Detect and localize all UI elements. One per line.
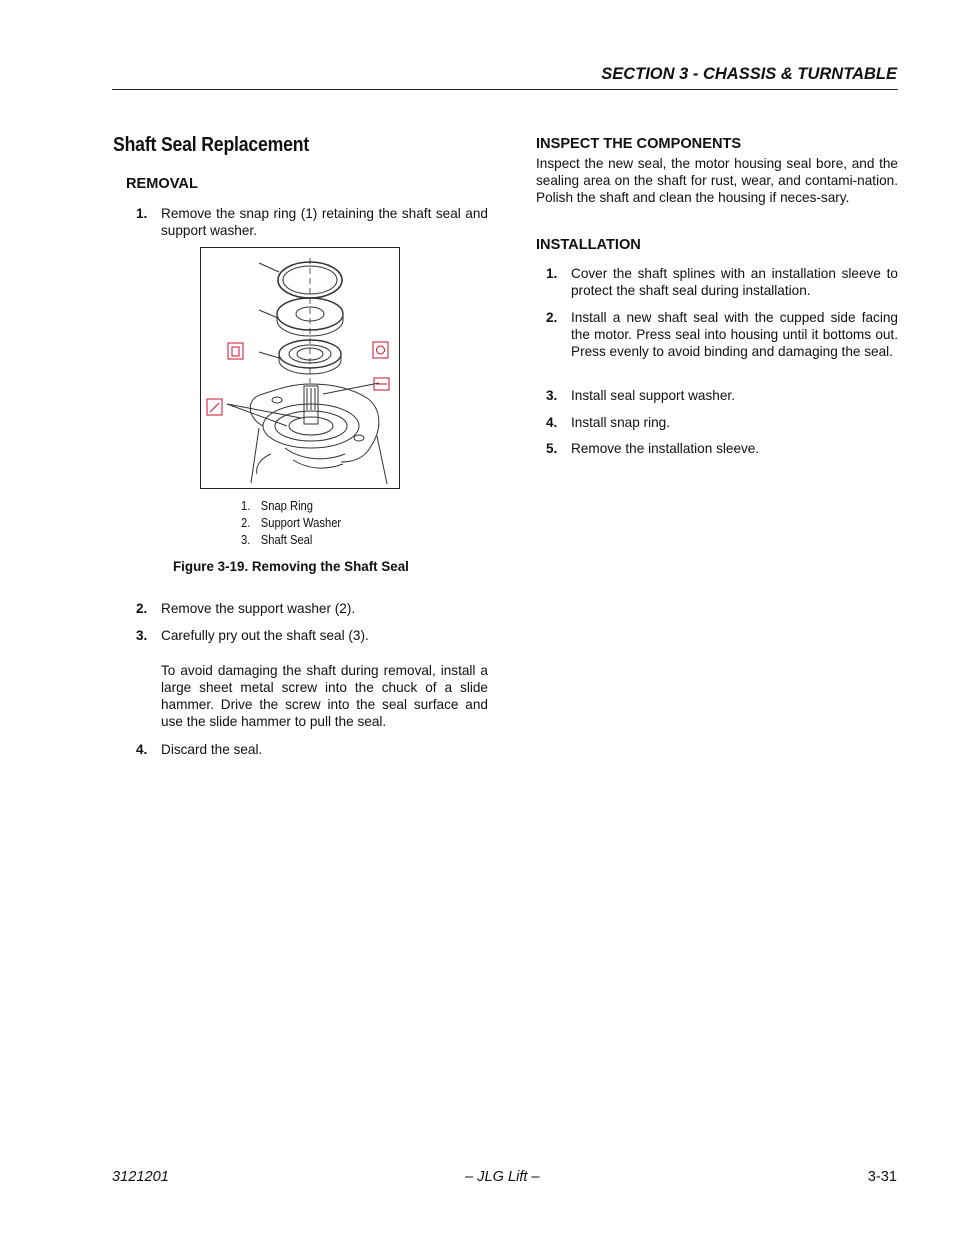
step-text: Install seal support washer. [571,388,735,403]
inspect-heading: INSPECT THE COMPONENTS [536,136,742,152]
removal-note: To avoid damaging the shaft during removal, install a large sheet metal screw into the chuck of a slide hammer. Drive the screw into the seal surface and use the slide hammer to pull the seal. [161,663,488,729]
inspect-text: Inspect the new seal, the motor housing seal bore, and the sealing area on the shaft for rust, wear, and contami-nation. Polish the shaft and clean the housing if neces-sary. [536,156,898,205]
footer-center: – JLG Lift – [465,1169,540,1185]
step-text: Discard the seal. [161,742,263,757]
legend-item: 3. Shaft Seal [241,532,313,547]
removal-heading: REMOVAL [126,176,198,192]
shaft-seal-illustration [201,248,399,488]
step-number: 4. [546,415,558,430]
legend-item: 1. Snap Ring [241,498,313,513]
step-number: 2. [136,601,148,616]
step-text: Cover the shaft splines with an installation sleeve to protect the shaft seal during installation. [571,266,898,298]
page-title: Shaft Seal Replacement [113,133,310,156]
figure-shaft-seal [200,247,400,489]
legend-item: 2. Support Washer [241,515,342,530]
step-text: Install a new shaft seal with the cupped side facing the motor. Press seal into housing until it bottoms out. Press evenly to avoid binding and damaging the seal. [571,310,898,359]
step-number: 1. [546,266,558,281]
step-text: Carefully pry out the shaft seal (3). [161,628,369,643]
step-number: 3. [546,388,558,403]
installation-heading: INSTALLATION [536,237,641,253]
step-text: Remove the installation sleeve. [571,441,760,456]
step-number: 3. [136,628,148,643]
figure-legend [241,497,342,548]
figure-caption: Figure 3-19. Removing the Shaft Seal [173,559,409,574]
step-number: 5. [546,441,558,456]
page-number: 3-31 [867,1169,897,1185]
step-number: 2. [546,310,558,325]
header-rule [112,89,898,90]
step-text: Remove the support washer (2). [161,601,356,616]
section-title: SECTION 3 - CHASSIS & TURNTABLE [601,65,897,83]
step-number: 1. [136,206,148,221]
step-number: 4. [136,742,148,757]
step-text: Remove the snap ring (1) retaining the shaft seal and support washer. [161,206,488,238]
doc-number: 3121201 [112,1169,169,1185]
step-text: Install snap ring. [571,415,670,430]
